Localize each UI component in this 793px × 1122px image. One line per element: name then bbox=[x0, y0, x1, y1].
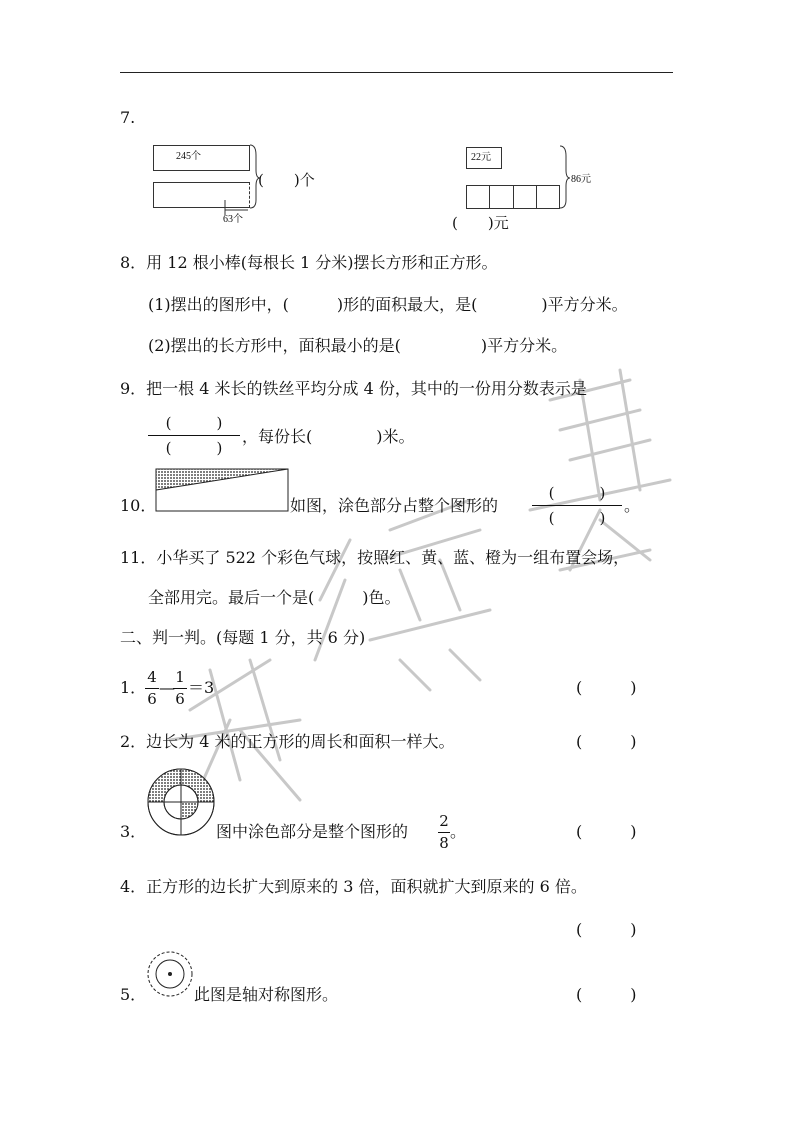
j4-text: 4．正方形的边长扩大到原来的 3 倍，面积就扩大到原来的 6 倍。 bbox=[120, 877, 587, 896]
j5-number: 5． bbox=[120, 985, 147, 1004]
j1-a-bar bbox=[145, 688, 159, 689]
q9-frac-bot: ( ) bbox=[165, 439, 223, 457]
j3-bar bbox=[438, 832, 450, 833]
q7-total-label: 86元 bbox=[571, 174, 591, 185]
q10-frac-top: ( ) bbox=[548, 484, 606, 502]
q10-text: 如图，涂色部分占整个图形的 bbox=[290, 496, 499, 515]
q8-line1: 8．用 12 根小棒(每根长 1 分米)摆长方形和正方形。 bbox=[120, 253, 498, 272]
j5-answer-paren: ( ) bbox=[576, 985, 637, 1004]
j1-b-num: 1 bbox=[175, 668, 185, 686]
section2-title: 二、判一判。(每题 1 分，共 6 分) bbox=[120, 628, 366, 647]
j1-number: 1． bbox=[120, 678, 147, 697]
q9-frac-bar bbox=[148, 435, 240, 436]
q10-fraction bbox=[532, 484, 622, 528]
j1-minus: — bbox=[159, 678, 175, 697]
q7-squares bbox=[466, 185, 560, 209]
j2-text: 2．边长为 4 米的正方形的周长和面积一样大。 bbox=[120, 732, 455, 751]
q7-left-braces bbox=[150, 140, 270, 230]
q7-left-top-label: 245个 bbox=[176, 151, 201, 162]
q10-frac-bot: ( ) bbox=[548, 509, 606, 527]
j1-frac-b bbox=[173, 668, 187, 708]
q8-line2: (1)摆出的图形中，( )形的面积最大，是( )平方分米。 bbox=[148, 295, 628, 314]
j1-a-num: 4 bbox=[147, 668, 157, 686]
j3-number: 3． bbox=[120, 822, 147, 841]
q9-frac-top: ( ) bbox=[165, 414, 223, 432]
q8-line3: (2)摆出的长方形中，面积最小的是( )平方分米。 bbox=[148, 336, 568, 355]
j3-num: 2 bbox=[439, 812, 449, 830]
j1-b-bar bbox=[173, 688, 187, 689]
j1-answer-paren: ( ) bbox=[576, 678, 637, 697]
j3-end: 。 bbox=[450, 822, 467, 841]
q10-frac-bar bbox=[532, 505, 622, 506]
q7-left-answer: ( )个 bbox=[258, 171, 315, 189]
j3-text: 图中涂色部分是整个图形的 bbox=[216, 822, 409, 841]
q10-figure bbox=[155, 468, 290, 514]
q9-tail: ，每份长( )米。 bbox=[242, 427, 415, 446]
top-rule bbox=[120, 72, 673, 73]
j1-frac-a bbox=[145, 668, 159, 708]
j5-concentric-figure bbox=[145, 950, 195, 1000]
j3-circle-figure bbox=[146, 767, 216, 837]
j2-answer-paren: ( ) bbox=[576, 732, 637, 751]
q9-fraction bbox=[148, 414, 240, 458]
j3-answer-paren: ( ) bbox=[576, 822, 637, 841]
j1-b-den: 6 bbox=[175, 690, 185, 708]
j4-answer-paren: ( ) bbox=[576, 920, 637, 939]
q9-line1: 9．把一根 4 米长的铁丝平均分成 4 份，其中的一份用分数表示是 bbox=[120, 379, 587, 398]
q7-price-label: 22元 bbox=[471, 152, 491, 163]
q10-number: 10． bbox=[120, 496, 157, 515]
q7-left-bottom-label: 63个 bbox=[223, 214, 243, 225]
q7-right-answer: ( )元 bbox=[452, 214, 509, 232]
q10-end: 。 bbox=[624, 496, 641, 515]
j3-fraction bbox=[438, 812, 450, 852]
j1-eq: ＝3 bbox=[188, 678, 215, 697]
j3-den: 8 bbox=[439, 834, 449, 852]
q7-number: 7. bbox=[120, 108, 136, 127]
q11-line1: 11．小华买了 522 个彩色气球，按照红、黄、蓝、橙为一组布置会场， bbox=[120, 548, 630, 567]
j5-text: 此图是轴对称图形。 bbox=[194, 985, 339, 1004]
j1-a-den: 6 bbox=[147, 690, 157, 708]
q11-line2: 全部用完。最后一个是( )色。 bbox=[148, 588, 401, 607]
